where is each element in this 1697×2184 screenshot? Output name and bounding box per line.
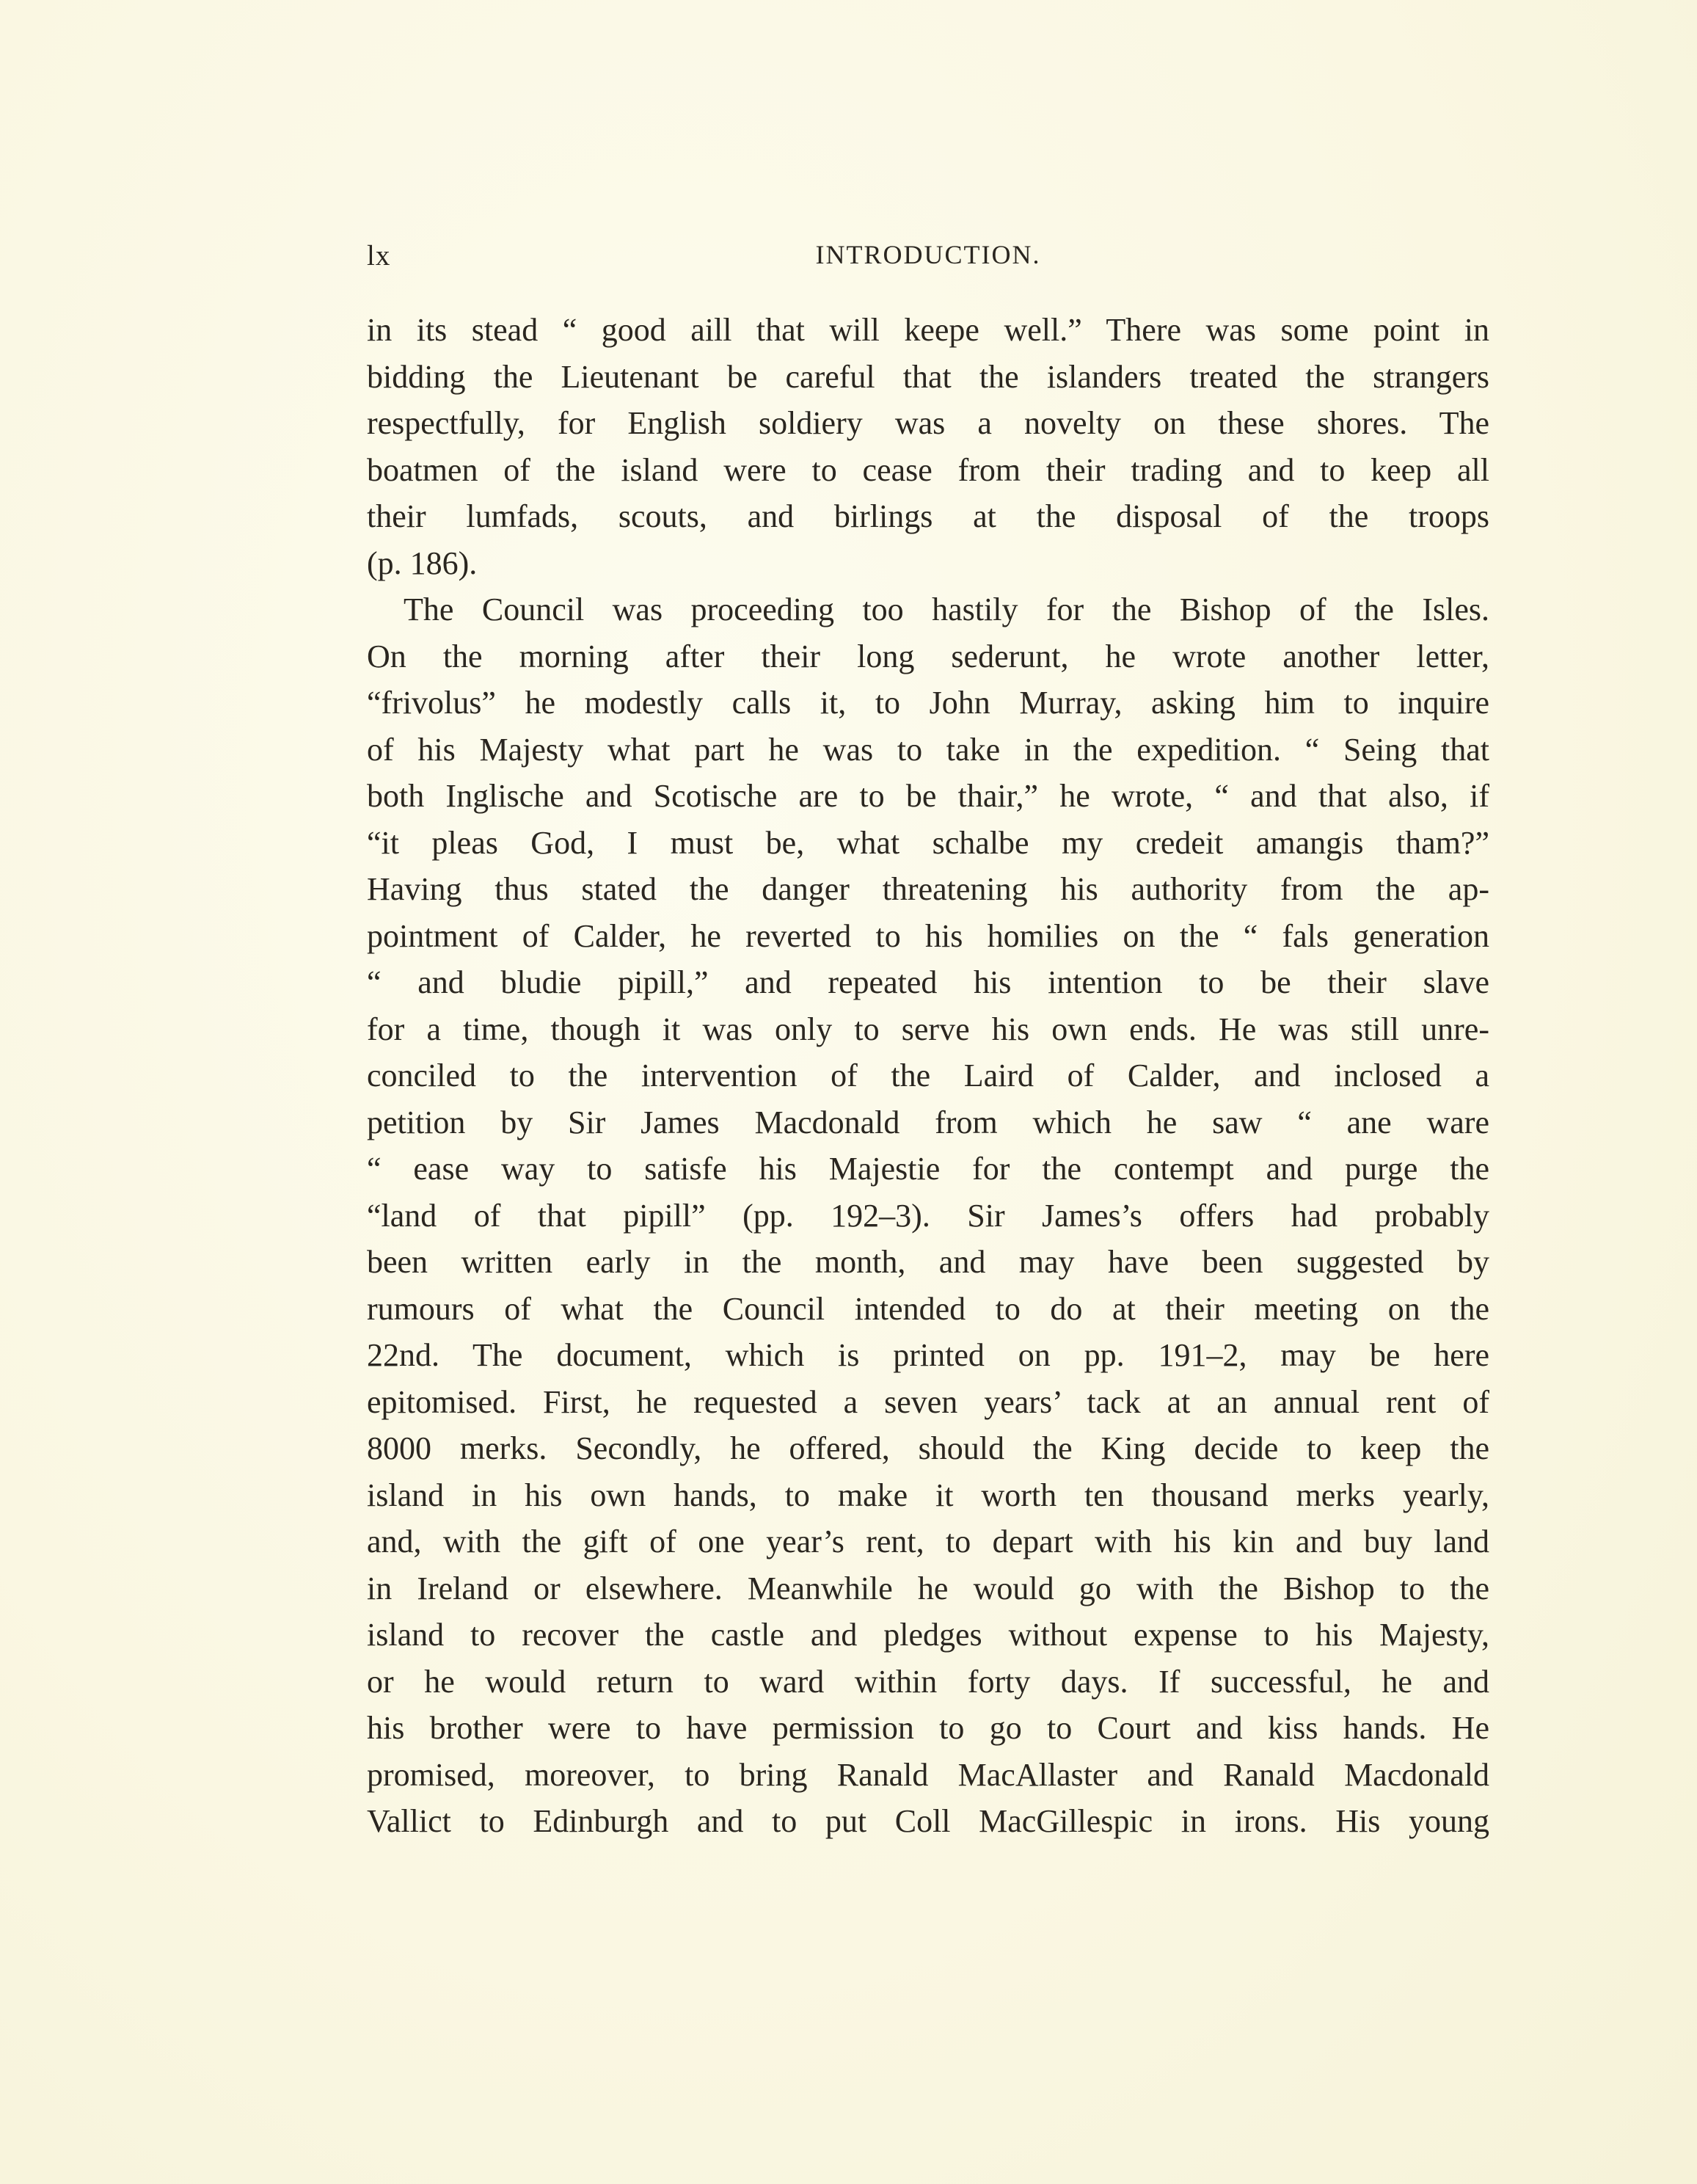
text-line: 8000 merks. Secondly, he offered, should the King decide to keep the [367,1430,1489,1466]
text-line: “land of that pipill” (pp. 192–3). Sir James’s offers had probably [367,1197,1489,1234]
text-line: “frivolus” he modestly calls it, to John Murray, asking him to inquire [367,685,1489,721]
paragraph-start-line: The Council was proceeding too hastily for the Bishop of the Isles. [404,592,1489,627]
body-text [367,307,1489,1845]
text-line: of his Majesty what part he was to take in the expedition. “ Seing that [367,731,1489,768]
text-line: both Inglische and Scotische are to be thair,” he wrote, “ and that also, if [367,778,1489,814]
text-line: for a time, though it was only to serve his own ends. He was still unre- [367,1011,1489,1047]
text-line: On the morning after their long sederunt, he wrote another letter, [367,638,1489,674]
text-line: island in his own hands, to make it worth ten thousand merks yearly, [367,1477,1489,1513]
text-line: island to recover the castle and pledges without expense to his Majesty, [367,1617,1489,1653]
paragraph-end-line: (p. 186). [367,545,478,581]
text-line: their lumfads, scouts, and birlings at the disposal of the troops [367,498,1489,534]
text-line: “ and bludie pipill,” and repeated his intention to be their slave [367,964,1489,1000]
text-line: respectfully, for English soldiery was a novelty on these shores. The [367,405,1489,441]
text-line: been written early in the month, and may have been suggested by [367,1244,1489,1280]
text-line: in Ireland or elsewhere. Meanwhile he would go with the Bishop to the [367,1570,1489,1606]
text-line: or he would return to ward within forty days. If successful, he and [367,1663,1489,1700]
page-header [367,239,1489,276]
text-line: Having thus stated the danger threatening his authority from the ap- [367,871,1489,907]
text-line: and, with the gift of one year’s rent, to depart with his kin and buy land [367,1524,1489,1559]
text-line: bidding the Lieutenant be careful that the islanders treated the strangers [367,358,1489,395]
text-line: his brother were to have permission to go to Court and kiss hands. He [367,1710,1489,1746]
text-line: pointment of Calder, he reverted to his homilies on the “ fals generation [367,917,1489,954]
text-line: Vallict to Edinburgh and to put Coll MacGillespic in irons. His young [367,1803,1489,1839]
text-line: conciled to the intervention of the Laird of Calder, and inclosed a [367,1058,1489,1093]
text-line: 22nd. The document, which is printed on pp. 191–2, may be here [367,1337,1489,1373]
running-title: INTRODUCTION. [815,240,1041,269]
text-line: “ ease way to satisfe his Majestie for the contempt and purge the [367,1151,1489,1187]
text-line: boatmen of the island were to cease from their trading and to keep all [367,451,1489,488]
text-line: in its stead “ good aill that will keepe well.” There was some point in [367,312,1489,348]
text-line: promised, moreover, to bring Ranald MacAllaster and Ranald Macdonald [367,1756,1489,1793]
text-line: petition by Sir James Macdonald from which he saw “ ane ware [367,1104,1489,1140]
text-line: rumours of what the Council intended to do at their meeting on the [367,1290,1489,1327]
text-line: epitomised. First, he requested a seven years’ tack at an annual rent of [367,1383,1489,1420]
text-line: “it pleas God, I must be, what schalbe my credeit amangis tham?” [367,824,1489,861]
page-number: lx [367,240,391,272]
